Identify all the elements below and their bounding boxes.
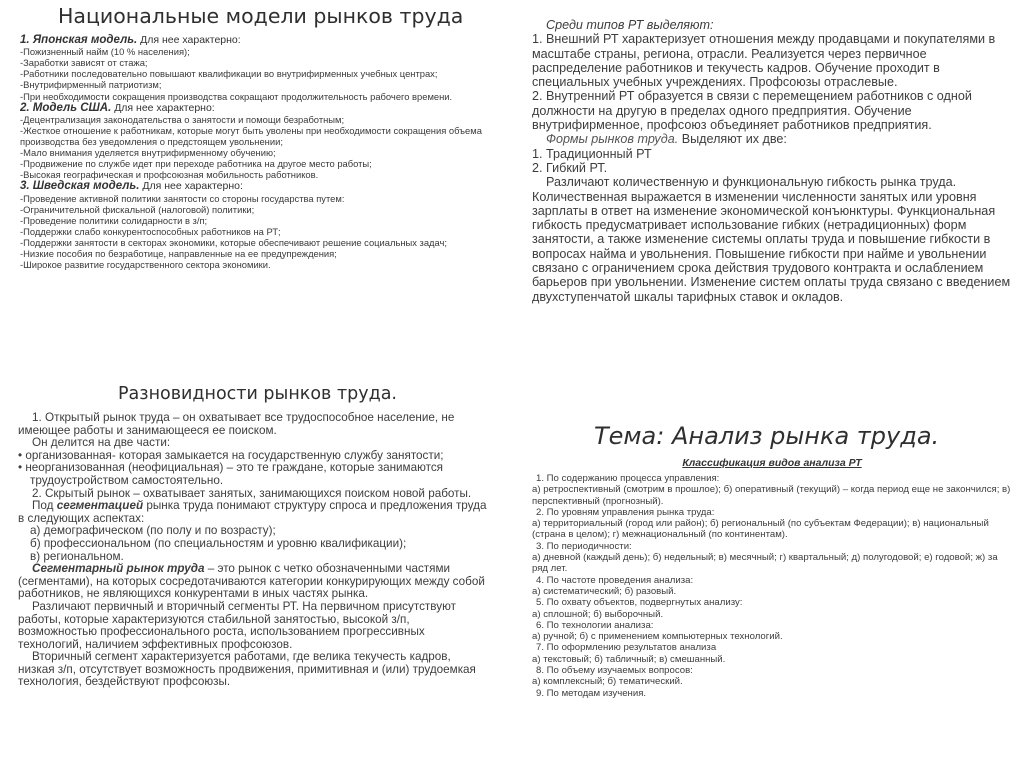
form-item-traditional: 1. Традиционный РТ xyxy=(532,146,652,161)
classification-options: а) ручной; б) с применением компьютерных технологий. xyxy=(532,631,783,643)
classification-criterion: 5. По охвату объектов, подвергнутых анализу: xyxy=(536,597,743,609)
paragraph-segmentation xyxy=(18,500,488,525)
japan-list xyxy=(20,46,490,101)
list-item: -Широкое развитие государственного сектора экономики. xyxy=(20,259,271,271)
list-item: -Проведение политики солидарности в з/п; xyxy=(20,214,208,226)
list-item: -Проведение активной политики занятости со стороны государства путем: xyxy=(20,192,345,204)
classification-criterion: 3. По периодичности: xyxy=(536,540,632,552)
paragraph-internal: 2. Внутренний РТ образуется в связи с перемещением работников с одной должности на другую в пределах одного предприятия. Обучение внутрифирменное, профсоюз объединяет работников предприятия. xyxy=(532,89,972,133)
aspect-regional: в) региональном. xyxy=(30,549,124,563)
classification-criterion: 2. По уровням управления рынка труда: xyxy=(536,506,715,518)
section-usa xyxy=(20,102,490,114)
list-item: -Работники последовательно повышают квалификации во внутрифирменных учебных центрах; xyxy=(20,68,438,80)
list-item: -Децентрализация законодательства о занятости и помощи безработным; xyxy=(20,113,345,125)
usa-list xyxy=(20,114,490,181)
section-sweden xyxy=(20,180,490,192)
list-item: -Внутрифирменный патриотизм; xyxy=(20,79,162,91)
sweden-list xyxy=(20,193,490,271)
term-segmented-market: Сегментарный рынок труда xyxy=(32,562,205,576)
section-heading-tail: Для нее характерно: xyxy=(111,101,215,114)
classification-options: а) сплошной; б) выборочный. xyxy=(532,608,664,620)
paragraph-two-parts: Он делится на две части: xyxy=(32,436,171,450)
text-fragment: рынка труда понимают структуру спроса и предложения труда в следующих аспектах: xyxy=(18,499,487,525)
paragraph-hidden-market: 2. Скрытый рынок – охватывает занятых, занимающихся поиском новой работы. xyxy=(32,486,472,500)
slide-market-analysis xyxy=(532,422,1012,767)
paragraph-segmented-market xyxy=(18,563,488,601)
list-item: -Высокая географическая и профсоюзная мобильность работников. xyxy=(20,169,319,181)
list-item: -При необходимости сокращения производства сокращают продолжительность рабочего времени. xyxy=(20,90,453,102)
slide-national-models xyxy=(20,4,490,379)
text-fragment: – это рынок с четко обозначенными частями (сегментами), на которых сосредотачиваются категории конкурирующих между собой работников, не являющихся конкурентами в иных частях рынка. xyxy=(18,562,485,601)
bullet-organized: • организованная- которая замыкается на государственную службу занятости; xyxy=(18,448,444,462)
classification-criterion: 6. По технологии анализа: xyxy=(536,619,654,631)
list-item: -Жесткое отношение к работникам, которые могут быть уволены при необходимости сокращения объема производства без уведомления о предстоящем увольнении; xyxy=(20,124,482,148)
forms-heading-italic: Формы рынков труда. xyxy=(546,132,679,147)
classification-criterion: 4. По частоте проведения анализа: xyxy=(536,574,694,586)
paragraph-flexibility: Различают количественную и функциональную гибкость рынка труда. Количественная выражается в изменении численности занятых или уровня зарплаты в ответ на изменение экономической конъюнктуры. Функциональная гибкость предусматривает использование гибких (нетрадиционных) форм занятости, а также изменение системы оплаты труда и повышение гибкости в вопросах найма и увольнения. Повышение гибкости при найме и увольнении связано с ограничением срока действия трудового контракта и ослаблением барьеров при увольнении. Изменение систем оплаты труда связано с введением двухступенчатой шкалы тарифных ставок и окладов. xyxy=(532,175,1011,304)
classification-list xyxy=(532,473,1012,699)
classification-options: а) дневной (каждый день); б) недельный; в) месячный; г) квартальный; д) полугодовой; е) годовой; ж) за ряд лет. xyxy=(532,552,998,575)
paragraph-external: 1. Внешний РТ характеризует отношения между продавцами и покупателями в масштабе страны, региона, отрасли. Реализуется через первичное распределение работников и текучесть кадров. Обучение проходит в специальных учебных учреждениях. Профсоюзы отраслевые. xyxy=(532,32,996,90)
section-heading-tail: Для нее характерно: xyxy=(139,180,243,193)
bullet-unorganized: • неорганизованная (неофициальная) – это те граждане, которые занимаются трудоустройством самостоятельно. xyxy=(18,461,443,487)
section-heading-tail: Для нее характерно: xyxy=(137,34,241,46)
classification-options: а) текстовый; б) табличный; в) смешанный. xyxy=(532,653,726,665)
forms-heading-tail: Выделяют их две: xyxy=(678,132,787,147)
slide-title: Разновидности рынков труда. xyxy=(118,384,397,404)
classification-options: а) систематический; б) разовый. xyxy=(532,585,677,597)
list-item: -Продвижение по службе идет при переходе работника на другое место работы; xyxy=(20,158,372,170)
classification-options: а) комплексный; б) тематический. xyxy=(532,676,683,688)
list-item: -Поддержки слабо конкурентоспособных работников на РТ; xyxy=(20,225,281,237)
slide-heading: Среди типов РТ выделяют: xyxy=(546,18,714,32)
term-segmentation: сегментацией xyxy=(56,499,144,513)
classification-criterion: 8. По объему изучаемых вопросов: xyxy=(536,665,693,677)
slide-market-types xyxy=(532,18,1012,390)
list-item: -Низкие пособия по безработице, направленные на ее предупреждения; xyxy=(20,248,337,260)
list-item: -Заработки зависят от стажа; xyxy=(20,57,148,69)
slide-title: Национальные модели рынков труда xyxy=(58,4,464,28)
paragraph-primary-segment: Различают первичный и вторичный сегменты РТ. На первичном присутствуют работы, которые характеризуются стабильной занятостью, высокой з/п, возможностью профессионального роста, использованием прогрессивных технологий, наличием эффективных профсоюзов. xyxy=(18,599,456,651)
list-item: -Ограничительной фискальной (налоговой) политики; xyxy=(20,203,255,215)
list-item: -Поддержки занятости в секторах экономики, которые обеспечивают решение социальных задач; xyxy=(20,237,448,249)
classification-options: а) ретроспективный (смотрим в прошлое); б) оперативный (текущий) – когда период еще не закончился; в) перспективный (прогнозный). xyxy=(532,484,1011,507)
classification-criterion: 7. По оформлению результатов анализа xyxy=(536,642,717,654)
list-item: -Мало внимания уделяется внутрифирменному обучению; xyxy=(20,147,276,159)
classification-options: а) территориальный (город или район); б) региональный (по субъектам Федерации); в) национальный (страна в целом); г) межнациональный (по континентам). xyxy=(532,518,989,541)
aspect-professional: б) профессиональном (по специальностям и уровню квалификации); xyxy=(30,536,407,550)
section-japan xyxy=(20,34,490,46)
slide-title: Тема: Анализ рынка труда. xyxy=(594,422,940,450)
text-fragment: Под xyxy=(32,499,57,513)
classification-criterion: 1. По содержанию процесса управления: xyxy=(536,473,720,484)
paragraph-secondary-segment: Вторичный сегмент характеризуется работами, где велика текучесть кадров, низкая з/п, отсутствует возможность продвижения, примитивная и (или) трудоемкая технология, бездействуют профсоюзы. xyxy=(18,650,476,689)
classification-subtitle: Классификация видов анализа РТ xyxy=(682,457,862,469)
classification-criterion: 9. По методам изучения. xyxy=(536,687,647,699)
section-heading: 1. Японская модель. xyxy=(20,34,138,46)
section-heading: 3. Шведская модель. xyxy=(20,180,140,193)
aspect-demographic: а) демографическом (по полу и по возрасту); xyxy=(30,524,276,538)
paragraph-open-market: 1. Открытый рынок труда – он охватывает все трудоспособное население, не имеющее работы и занимающееся ее поиском. xyxy=(18,411,455,437)
section-heading: 2. Модель США. xyxy=(20,101,112,114)
list-item: -Пожизненный найм (10 % населения); xyxy=(20,46,190,58)
forms-heading xyxy=(532,132,1012,146)
form-item-flexible: 2. Гибкий РТ. xyxy=(532,160,608,175)
slide-market-varieties xyxy=(18,384,488,767)
